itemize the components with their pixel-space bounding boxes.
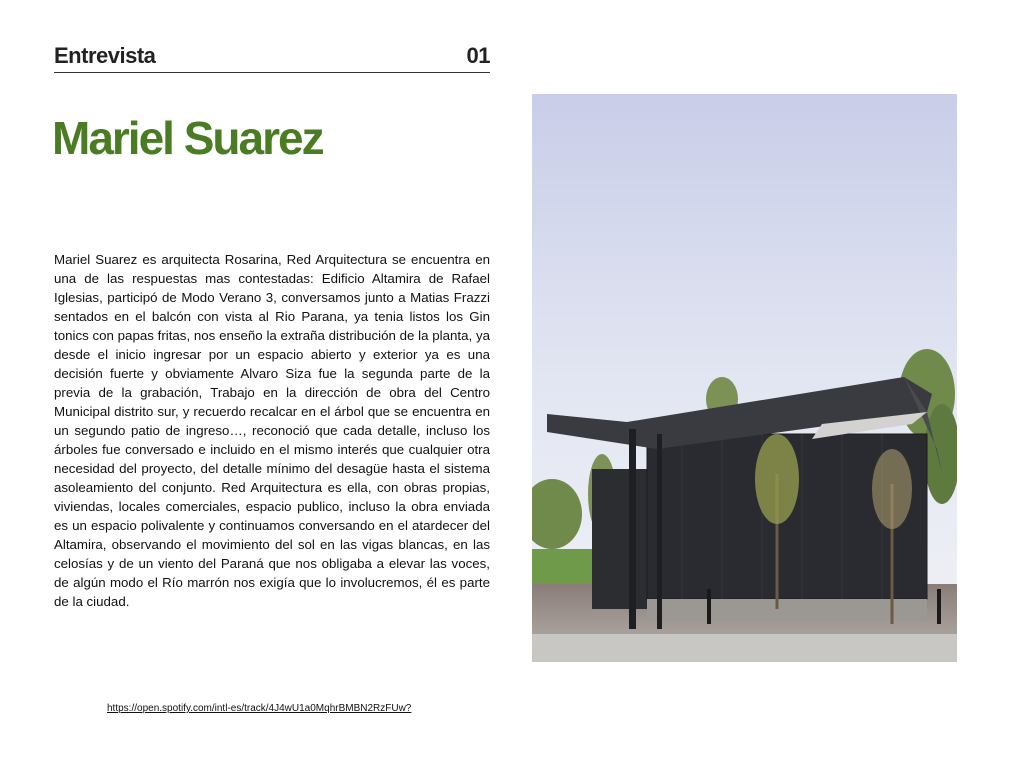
page-title: Mariel Suarez: [52, 112, 323, 164]
page-number: 01: [466, 43, 490, 68]
spotify-link[interactable]: https://open.spotify.com/intl-es/track/4J4wU1a0MqhrBMBN2RzFUw?: [107, 703, 412, 714]
section-label: Entrevista: [54, 43, 156, 68]
section-header: [54, 44, 490, 73]
building-photo: [532, 94, 957, 662]
interview-body: Mariel Suarez es arquitecta Rosarina, Red Arquitectura se encuentra en una de las respuestas mas contestadas: Edificio Altamira de Rafael Iglesias, participó de Modo Verano 3, conversamos junto a Matias Frazzi sentados en el balcón con vista al Rio Parana, ya tenia listos los Gin tonics con papas fritas, nos enseño la extraña distribución de la planta, ya desde el inicio ingresar por un espacio abierto y exterior ya es una decisión fuerte y obviamente Alvaro Siza fue la segunda parte de la previa de la grabación, Trabajo en la dirección de obra del Centro Municipal distrito sur, y recuerdo recalcar en el árbol que se encuentra en un segundo patio de ingreso…, reconoció que cada detalle, incluso los árboles fue conversado e incluido en el mismo interés que cualquier otra necesidad del proyecto, del detalle mínimo del desagüe hasta el sistema asoleamiento del conjunto. Red Arquitectura es ella, con obras propias, viviendas, locales comerciales, espacio publico, incluso la obra enviada es un espacio polivalente y continuamos conversando en el atardecer del Altamira, observando el movimiento del sol en las vigas blancas, en las celosías y de un viento del Paraná que nos obligaba a elevar las voces, de algún modo el Río marrón nos exigía que lo involucremos, él es parte de la ciudad.: [54, 252, 490, 609]
